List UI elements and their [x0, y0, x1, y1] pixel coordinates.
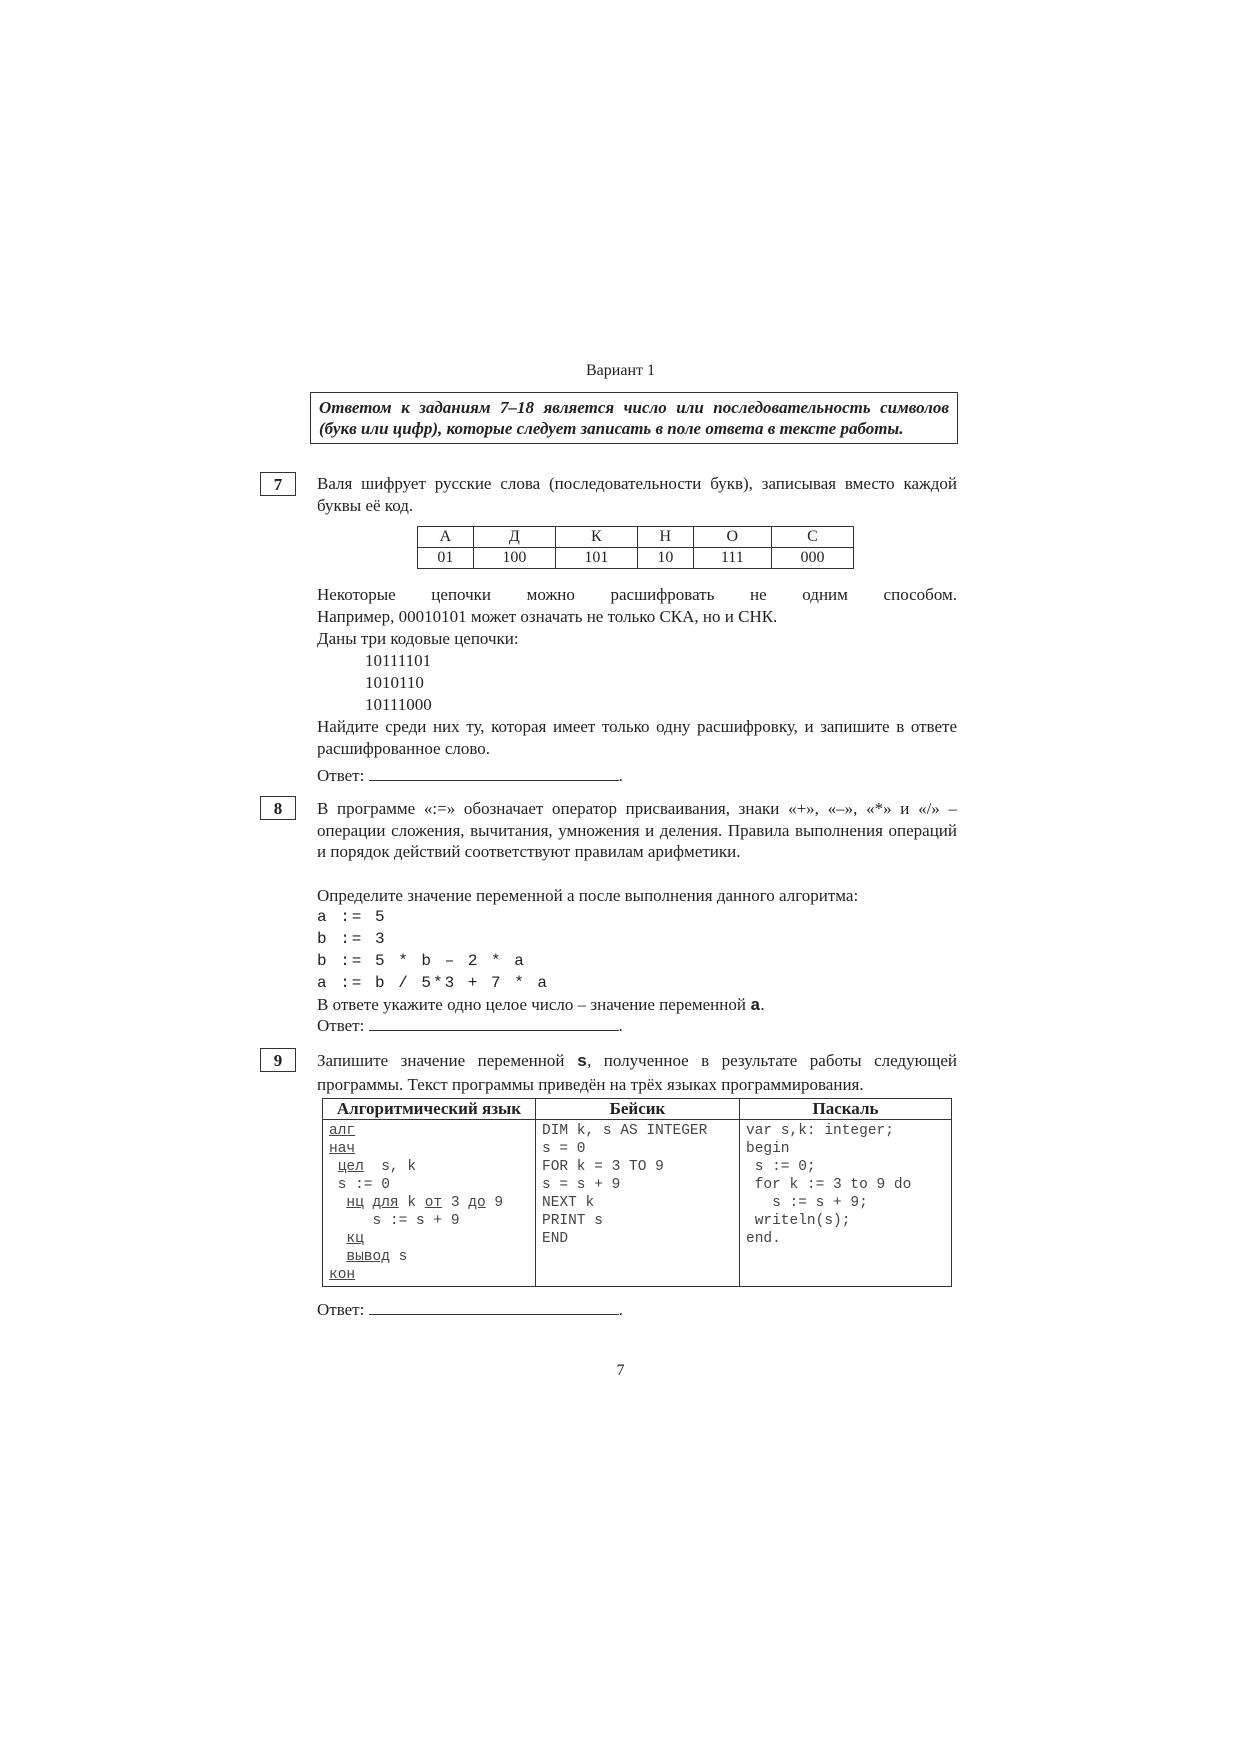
algo-line: [329, 1266, 529, 1284]
q8-intro: В программе «:=» обозначает оператор присваивания, знаки «+», «–», «*» и «/» – операции сложения, вычитания, умножения и деления. Правила выполнения операций и порядок действий соответствуют правилам арифметики.: [317, 799, 957, 861]
q8-answer-field[interactable]: [369, 1016, 619, 1031]
basic-line: FOR k = 3 TO 9: [542, 1159, 664, 1175]
q9-intro: [317, 1050, 957, 1095]
q7-text2: Например, 00010101 может означать не только СКА, но и СНК.: [317, 607, 778, 626]
pascal-line: end.: [746, 1231, 781, 1247]
algo-text: 3: [450, 1195, 460, 1211]
kw-cel: цел: [337, 1159, 364, 1175]
q7-answer-field[interactable]: [369, 766, 619, 781]
q9-header-row: [323, 1099, 952, 1120]
basic-line: NEXT k: [542, 1195, 595, 1211]
q9-program-table: [322, 1098, 952, 1287]
q8-note-var: a: [750, 997, 761, 1016]
kw-vyvod: вывод: [346, 1249, 390, 1265]
q8-note: [317, 994, 957, 1018]
kw-alg: алг: [329, 1123, 356, 1139]
q8-code-line: a := 5: [317, 908, 387, 926]
answer-label: Ответ:: [317, 766, 365, 785]
q7-code-cell: 000: [771, 548, 853, 569]
pascal-line: for k := 3 to 9 do: [746, 1177, 912, 1193]
q7-chain: 10111101: [365, 651, 432, 670]
algo-text: s, k: [363, 1159, 417, 1175]
question-8-number: 8: [260, 796, 296, 820]
algo-line: [329, 1248, 529, 1266]
basic-line: DIM k, s AS INTEGER: [542, 1123, 708, 1139]
pascal-line: writeln(s);: [746, 1213, 851, 1229]
answer-label: Ответ:: [317, 1016, 365, 1035]
basic-line: s = s + 9: [542, 1177, 621, 1193]
q8-note-suffix: .: [760, 995, 765, 1014]
q7-letter-cell: С: [771, 527, 853, 548]
kw-kon: кон: [329, 1267, 356, 1283]
algo-line: [329, 1194, 529, 1212]
q7-code-cell: 01: [418, 548, 474, 569]
q7-chain: 10111000: [365, 695, 432, 714]
q8-code-line: a := b / 5*3 + 7 * a: [317, 974, 550, 992]
page-number: 7: [616, 1362, 625, 1379]
q7-letter-cell: О: [693, 527, 771, 548]
algo-line: s := s + 9: [329, 1213, 460, 1229]
kw-dlya: для: [372, 1195, 399, 1211]
q8-answer-row: Ответ: .: [317, 1016, 623, 1035]
q7-code-cell: 111: [693, 548, 771, 569]
q7-code-cell: 10: [637, 548, 693, 569]
algo-line: [329, 1140, 529, 1158]
q9-code-row: [323, 1120, 952, 1287]
q8-code-line: b := 5 * b – 2 * a: [317, 952, 526, 970]
pascal-line: begin: [746, 1141, 790, 1157]
kw-ot: от: [424, 1195, 443, 1211]
q9-intro-suffix: , полученное в результате работы следующей программы. Текст программы приведён на трёх языках программирования.: [317, 1051, 958, 1094]
question-7-number: 7: [260, 472, 296, 496]
header-basic: Бейсик: [536, 1099, 740, 1120]
q7-code-cell: 101: [555, 548, 637, 569]
pascal-code-cell: [740, 1120, 952, 1287]
q9-intro-prefix: Запишите значение переменной: [317, 1051, 577, 1070]
q7-task: Найдите среди них ту, которая имеет только одну расшифровку, и запишите в ответе расшифрованное слово.: [317, 717, 957, 758]
algo-line: [329, 1158, 529, 1176]
kw-nach: нач: [329, 1141, 356, 1157]
q7-letter-cell: Н: [637, 527, 693, 548]
basic-line: s = 0: [542, 1141, 586, 1157]
q7-answer-row: Ответ: .: [317, 766, 623, 785]
q7-code-cell: 100: [473, 548, 555, 569]
q7-letters-row: [418, 527, 854, 548]
q7-text3: Даны три кодовые цепочки:: [317, 629, 519, 648]
q7-intro: Валя шифрует русские слова (последовательности букв), записывая вместо каждой буквы её код.: [317, 474, 957, 515]
kw-do: до: [468, 1195, 486, 1211]
instruction-box: Ответом к заданиям 7–18 является число или последовательность символов (букв или цифр), которые следует записать в поле ответа в тексте работы.: [310, 392, 958, 444]
q8-code-line: b := 3: [317, 930, 387, 948]
pascal-line: s := 0;: [746, 1159, 816, 1175]
q7-codes-row: [418, 548, 854, 569]
q7-chain: 1010110: [365, 673, 424, 692]
q8-task: Определите значение переменной a после выполнения данного алгоритма:: [317, 886, 859, 905]
q7-code-table: [417, 526, 854, 569]
header-algo: Алгоритмический язык: [323, 1099, 536, 1120]
q7-letter-cell: А: [418, 527, 474, 548]
header-pascal: Паскаль: [740, 1099, 952, 1120]
pascal-line: s := s + 9;: [746, 1195, 868, 1211]
variant-header: Вариант 1: [586, 362, 655, 379]
q7-letter-cell: Д: [473, 527, 555, 548]
basic-line: END: [542, 1231, 569, 1247]
q7-letter-cell: К: [555, 527, 637, 548]
question-9-number: 9: [260, 1048, 296, 1072]
algo-text: 9: [494, 1195, 504, 1211]
q9-answer-row: Ответ: .: [317, 1300, 623, 1319]
algo-text: s: [389, 1249, 408, 1265]
algo-line: [329, 1230, 529, 1248]
basic-code-cell: [536, 1120, 740, 1287]
algo-code-cell: [323, 1120, 536, 1287]
answer-label: Ответ:: [317, 1300, 365, 1319]
kw-nc: нц: [346, 1195, 364, 1211]
algo-text: k: [407, 1195, 417, 1211]
q8-note-prefix: В ответе укажите одно целое число – значение переменной: [317, 995, 751, 1014]
algo-line: s := 0: [329, 1177, 390, 1193]
pascal-line: var s,k: integer;: [746, 1123, 894, 1139]
algo-line: [329, 1122, 529, 1140]
q7-text1: Некоторые цепочки можно расшифровать не одним способом.: [317, 585, 957, 604]
kw-kc: кц: [346, 1231, 364, 1247]
q9-answer-field[interactable]: [369, 1300, 619, 1315]
q9-intro-var: s: [576, 1053, 588, 1072]
basic-line: PRINT s: [542, 1213, 603, 1229]
